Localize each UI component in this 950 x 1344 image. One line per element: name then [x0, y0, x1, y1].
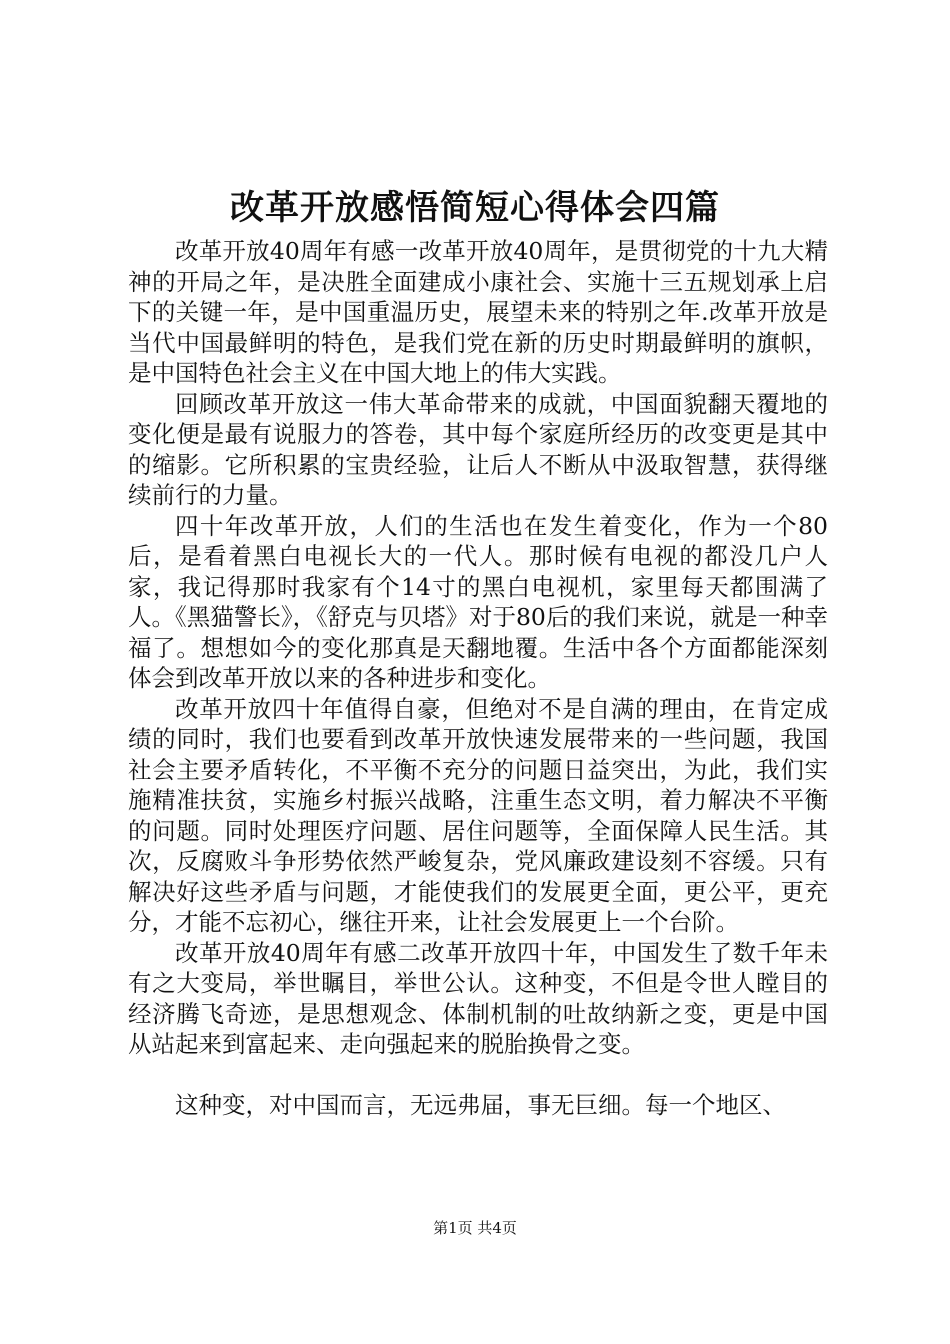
paragraph-2: 回顾改革开放这一伟大革命带来的成就，中国面貌翻天覆地的变化便是最有说服力的答卷，其中每个家庭所经历的改变更是其中的缩影。它所积累的宝贵经验，让后人不断从中汲取智慧，获得继续前行的力量。 — [128, 389, 828, 509]
document-title: 改革开放感悟简短心得体会四篇 — [230, 188, 720, 228]
paragraph-6: 这种变，对中国而言，无远弗届，事无巨细。每一个地区、 — [175, 1090, 786, 1119]
page-number-footer: 第1页 共4页 — [433, 1219, 517, 1237]
paragraph-3: 四十年改革开放，人们的生活也在发生着变化，作为一个80后，是看着黑白电视长大的一代人。那时候有电视的都没几户人家，我记得那时我家有个14寸的黑白电视机，家里每天都围满了人。《黑猫警长》，《舒克与贝塔》对于80后的我们来说，就是一种幸福了。想想如今的变化那真是天翻地覆。生活中各个方面都能深刻体会到改革开放以来的各种进步和变化。 — [128, 511, 828, 692]
document-body — [128, 236, 828, 1120]
paragraph-1: 改革开放40周年有感一改革开放40周年，是贯彻党的十九大精神的开局之年，是决胜全面建成小康社会、实施十三五规划承上启下的关键一年，是中国重温历史，展望未来的特别之年.改革开放是当代中国最鲜明的特色，是我们党在新的历史时期最鲜明的旗帜，是中国特色社会主义在中国大地上的伟大实践。 — [128, 237, 828, 387]
paragraph-5: 改革开放40周年有感二改革开放四十年，中国发生了数千年未有之大变局，举世瞩目，举世公认。这种变，不但是令世人瞠目的经济腾飞奇迹，是思想观念、体制机制的吐故纳新之变，更是中国从站起来到富起来、走向强起来的脱胎换骨之变。 — [128, 938, 828, 1058]
paragraph-4: 改革开放四十年值得自豪，但绝对不是自满的理由，在肯定成绩的同时，我们也要看到改革开放快速发展带来的一些问题，我国社会主要矛盾转化，不平衡不充分的问题日益突出，为此，我们实施精准扶贫，实施乡村振兴战略，注重生态文明，着力解决不平衡的问题。同时处理医疗问题、居住问题等，全面保障人民生活。其次，反腐败斗争形势依然严峻复杂，党风廉政建设刻不容缓。只有解决好这些矛盾与问题，才能使我们的发展更全面，更公平，更充分，才能不忘初心，继往开来，让社会发展更上一个台阶。 — [128, 694, 828, 936]
